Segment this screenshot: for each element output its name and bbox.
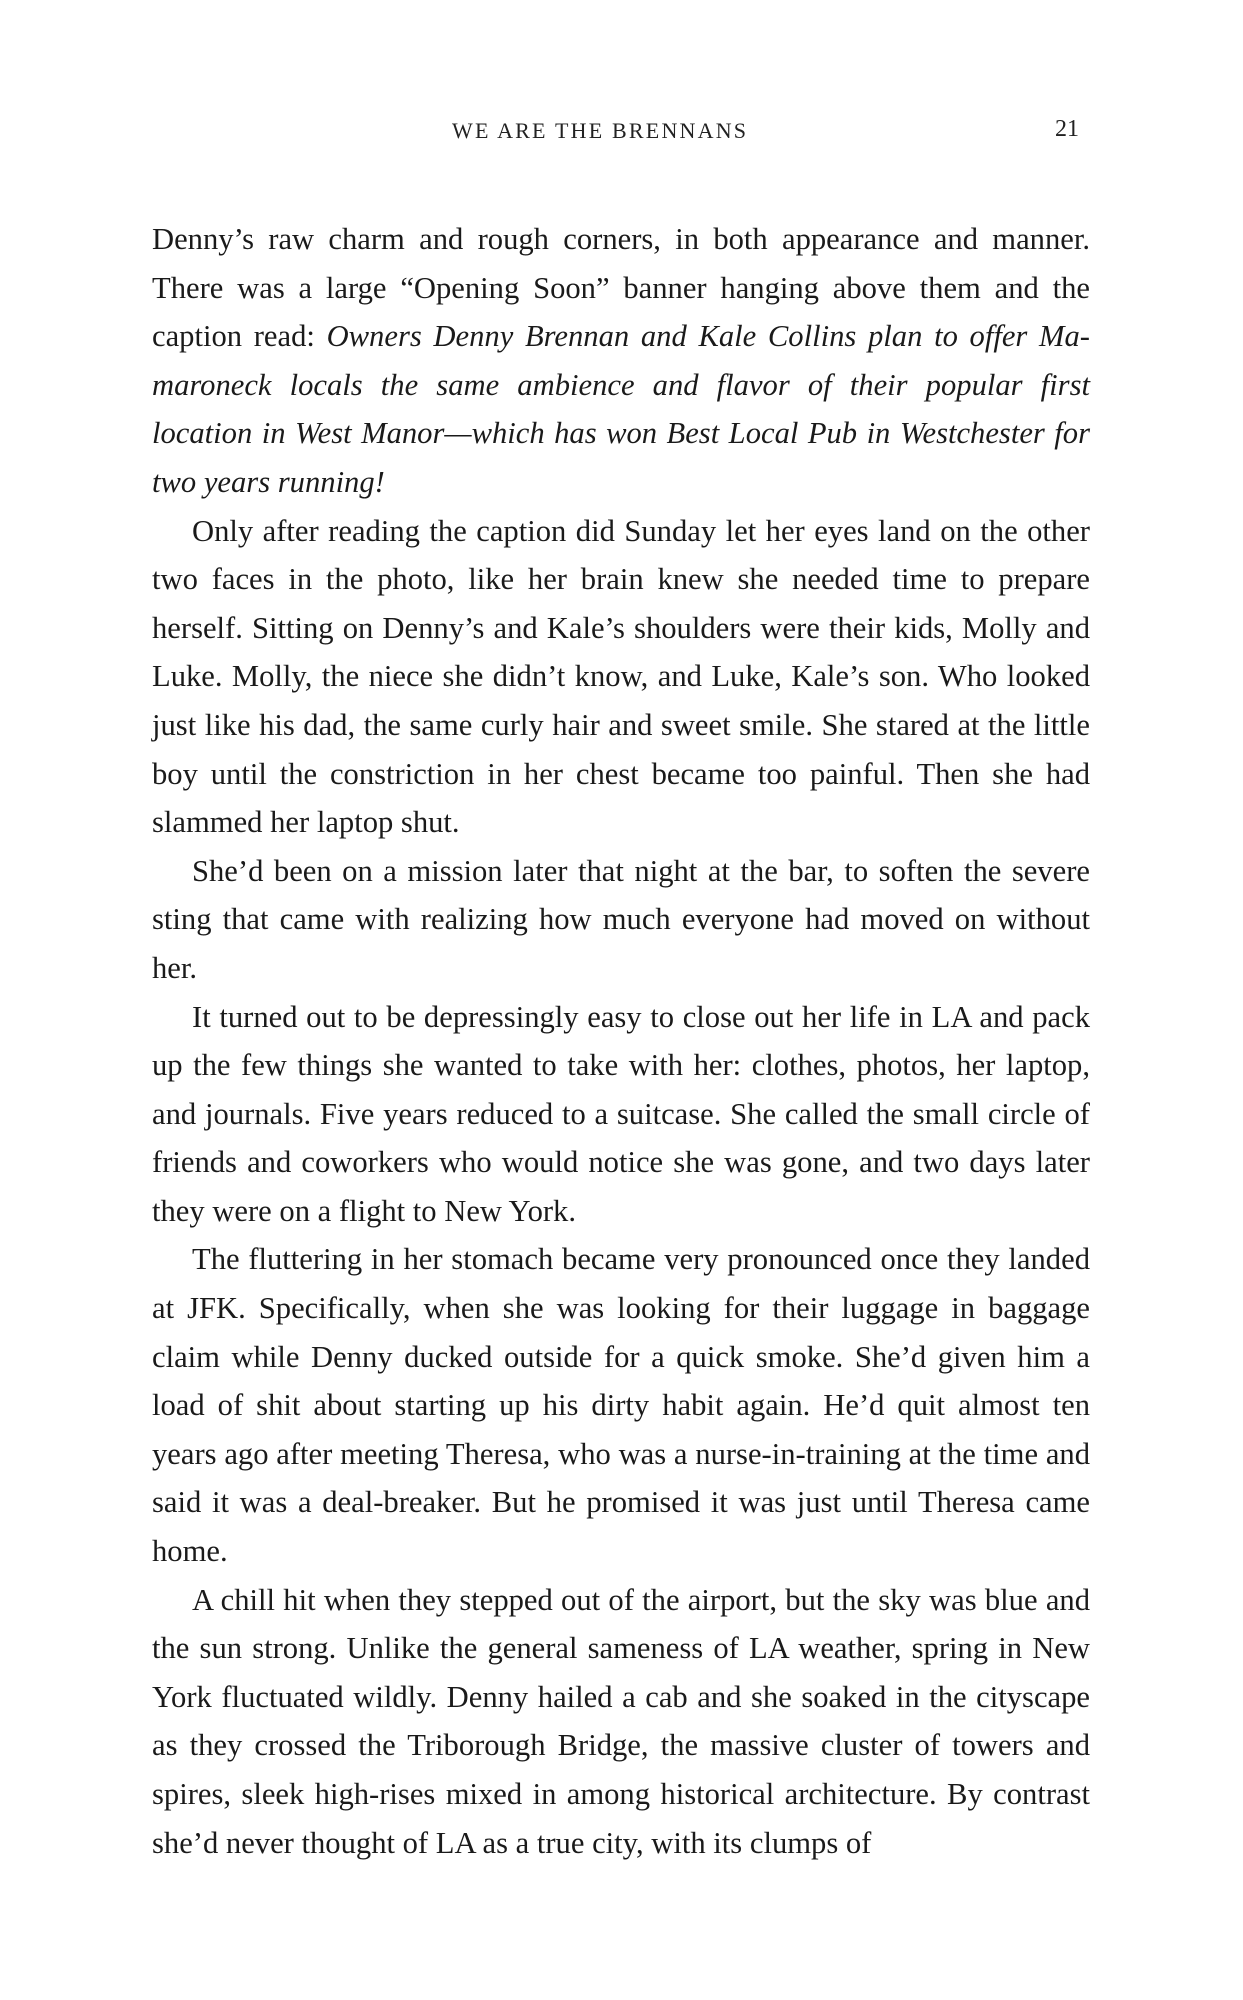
- paragraph-3: She’d been on a mission later that night at the bar, to soften the severe sting that came with realizing how much everyone had moved on without her.: [152, 853, 1090, 985]
- photo-caption-italic: Owners Denny Brennan and Kale Collins plan to offer Mamaroneck locals the same ambience and flavor of their popular first location in West Manor—which has won Best Local Pub in Westchester for two years running!: [152, 319, 1090, 499]
- paragraph-5: The fluttering in her stomach became very pronounced once they landed at JFK. Specifically, when she was looking for their luggage in baggage claim while Denny ducked outside for a quick smoke. She’d given him a load of shit about starting up his dirty habit again. He’d quit almost ten years ago after meeting Theresa, who was a nurse-in-training at the time and said it was a deal-breaker. But he promised it was just until Theresa came home.: [152, 1242, 1090, 1569]
- paragraph-2: Only after reading the caption did Sunday let her eyes land on the other two faces in the photo, like her brain knew she needed time to prepare herself. Sitting on Denny’s and Kale’s shoulders were their kids, Molly and Luke. Molly, the niece she didn’t know, and Luke, Kale’s son. Who looked just like his dad, the same curly hair and sweet smile. She stared at the little boy until the constriction in her chest became too painful. Then she had slammed her laptop shut.: [152, 513, 1090, 840]
- body-text: [152, 215, 1090, 1867]
- paragraph-6: A chill hit when they stepped out of the airport, but the sky was blue and the sun strong. Unlike the general sameness of LA weather, spring in New York fluctuated wildly. Denny hailed a cab and she soaked in the cityscape as they crossed the Triborough Bridge, the massive cluster of towers and spires, sleek high-rises mixed in among historical architecture. By contrast she’d never thought of LA as a true city, with its clumps of: [152, 1582, 1090, 1860]
- paragraph-1-text: Denny’s raw charm and rough corners, in both appearance and manner. There was a large “Opening Soon” banner hanging above them and the caption read:: [152, 222, 1090, 354]
- paragraph-4: It turned out to be depressingly easy to close out her life in LA and pack up the few things she wanted to take with her: clothes, photos, her laptop, and journals. Five years reduced to a suitcase. She called the small circle of friends and coworkers who would notice she was gone, and two days later they were on a flight to New York.: [152, 999, 1090, 1228]
- paragraph-1: [152, 215, 1090, 507]
- running-head: WE ARE THE BRENNANS: [452, 118, 749, 143]
- page-number: 21: [1055, 116, 1079, 142]
